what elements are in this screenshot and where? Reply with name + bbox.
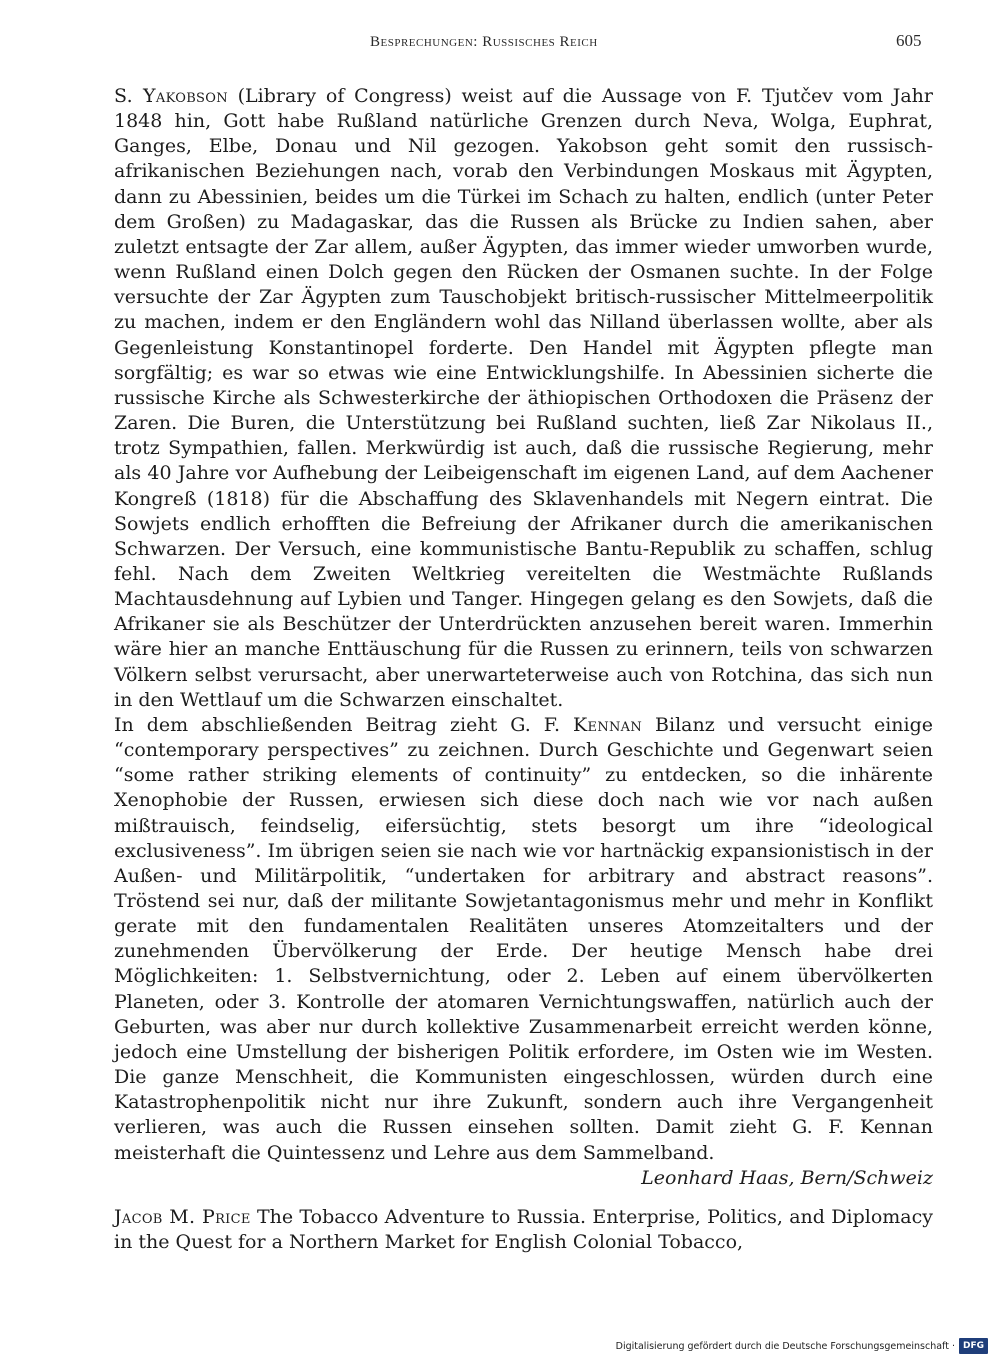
page-header	[0, 31, 1000, 60]
author-name: S. Yakobson	[114, 85, 228, 107]
paragraph-kennan	[114, 713, 933, 1166]
book-title: The Tobacco Adventure to Russia. Enterprise, Politics, and Diplomacy in the Quest for a Northern Market for English Colonial Tobacco,	[114, 1205, 933, 1254]
paragraph-text: (Library of Congress) weist auf die Aussage von F. Tjutčev vom Jahr 1848 hin, Gott habe Rußland natürliche Grenzen durch Neva, Wolga, Euphrat, Ganges, Elbe, Donau und Nil gezogen. Yakobson geht somit den russisch-afrikanischen Beziehungen nach, vorab den Verbindungen Moskaus mit Ägypten, dann zu Abessinien, beides um die Türkei im Schach zu halten, endlich (unter Peter dem Großen) zu Madagaskar, das die Russen als Brücke zu Indien sahen, aber zuletzt entsagte der Zar allem, außer Ägypten, das immer wieder umworben wurde, wenn Rußland einen Dolch gegen den Rücken der Osmanen suchte. In der Folge versuchte der Zar Ägypten zum Tauschobjekt britisch-russischer Mittelmeerpolitik zu machen, indem er den Engländern wohl das Nilland überlassen wollte, aber als Gegenleistung Konstantinopel forderte. Den Handel mit Ägypten pflegte man sorgfältig; es war so etwas wie eine Entwicklungshilfe. In Abessinien sicherte die russische Kirche als Schwesterkirche der äthiopischen Orthodoxen die Präsenz der Zaren. Die Buren, die Unterstützung bei Rußland suchten, ließ Zar Nikolaus II., trotz Sympathien, fallen. Merkwürdig ist auch, daß die russische Regierung, mehr als 40 Jahre vor Aufhebung der Leibeigenschaft im eigenen Land, auf dem Aachener Kongreß (1818) für die Abschaffung des Sklavenhandels mit Negern eintrat. Die Sowjets endlich erhofften die Befreiung der Afrikaner durch die amerikanischen Schwarzen. Der Versuch, eine kommunistische Bantu-Republik zu schaffen, schlug fehl. Nach dem Zweiten Weltkrieg vereitelten die Westmächte Rußlands Machtausdehnung auf Lybien und Tanger. Hingegen gelang es den Sowjets, daß die Afrikaner sie als Beschützer der Unterdrückten anzusehen bereit waren. Immerhin wäre hier an manche Enttäuschung für die Russen zu erinnern, teils von schwarzen Völkern selbst verursacht, aber unerwarteterweise auch von Rotchina, das sich nun in den Wettlauf um die Schwarzen einschaltet.	[114, 85, 933, 711]
funding-notice: Digitalisierung gefördert durch die Deutsche Forschungsgemeinschaft ·	[615, 1340, 955, 1352]
dfg-logo: DFG	[959, 1338, 988, 1354]
next-review-heading	[114, 1205, 933, 1255]
digitization-footer	[616, 1337, 988, 1355]
running-title: Besprechungen: Russisches Reich	[370, 34, 598, 50]
paragraph-text: In dem abschließenden Beitrag zieht G. F.	[114, 713, 574, 736]
paragraph-text: Bilanz und versucht einige “contemporary perspectives” zu zeichnen. Durch Geschichte und Gegenwart seien “some rather striking elements of continuity” zu entdecken, so die inhärente Xenophobie der Russen, erwiesen sich diese doch nach wie vor nach außen mißtrauisch, feindselig, eifersüchtig, stets besorgt um ihre “ideological exclusiveness”. Im übrigen seien sie nach wie vor hartnäckig expansionistisch in der Außen- und Militärpolitik, “undertaken for arbitrary and abstract reasons”. Tröstend sei nur, daß der militante Sowjetantagonismus mehr und mehr in Konflikt gerate mit den fundamentalen Realitäten unseres Atomzeitalters und der zunehmenden Übervölkerung der Erde. Der heutige Mensch habe drei Möglichkeiten: 1. Selbstvernichtung, oder 2. Leben auf einem übervölkerten Planeten, oder 3. Kontrolle der atomaren Vernichtungswaffen, natürlich auch der Geburten, was aber nur durch kollektive Zusammenarbeit erreicht werden könne, jedoch eine Umstellung der bisherigen Politik erfordere, im Osten wie im Westen. Die ganze Menschheit, die Kommunisten eingeschlossen, würden durch eine Katastrophenpolitik nicht nur ihre Zukunft, sondern auch ihre Vergangenheit verlieren, was auch die Russen einsehen sollten. Damit zieht G. F. Kennan meisterhaft die Quintessenz und Lehre aus dem Sammelband.	[114, 713, 933, 1164]
author-name: Kennan	[573, 713, 643, 736]
body-text	[114, 84, 933, 1255]
author-name: Jacob M. Price	[114, 1205, 251, 1228]
page-number: 605	[896, 31, 922, 50]
paragraph-yakobson	[114, 84, 933, 713]
reviewer-signature: Leonhard Haas, Bern/Schweiz	[641, 1166, 933, 1189]
